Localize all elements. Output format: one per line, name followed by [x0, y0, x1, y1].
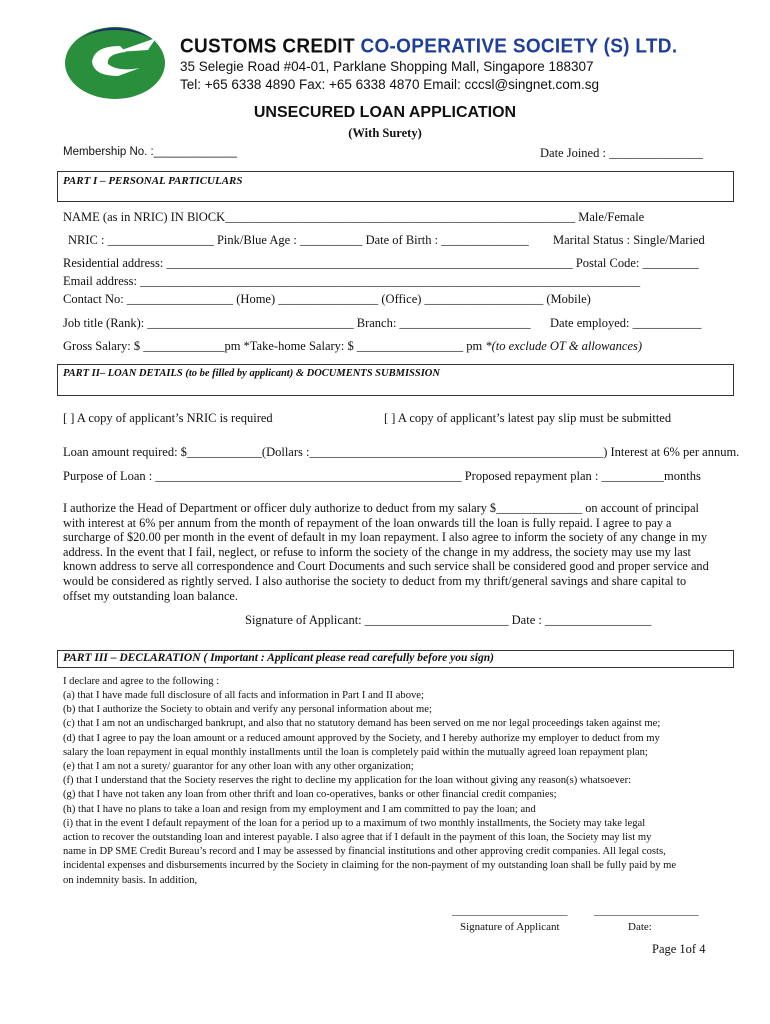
- part2-label: PART II– LOAN DETAILS (to be filled by applicant) & DOCUMENTS SUBMISSION: [63, 368, 440, 379]
- declaration-item: (f) that I understand that the Society reserves the right to decline my application for the loan without giving any reason(s) whatsoever:: [63, 775, 632, 787]
- declaration-item: (h) that I have no plans to take a loan and resign from my employment and I am committed to pay the loan; and: [63, 803, 536, 815]
- part2-header-box: [57, 364, 734, 396]
- declaration-item: incidental expenses and disbursements incurred by the Society in claiming for the non-payment of my outstanding loan shall be fully paid by me: [63, 860, 677, 872]
- declaration-item: (d) that I agree to pay the loan amount or a reduced amount approved by the Society, and I hereby authorize my employer to deduct from my: [63, 732, 660, 744]
- declaration-list: [63, 689, 676, 888]
- declaration-item: (a) that I have made full disclosure of all facts and information in Part I and II above;: [63, 690, 424, 701]
- authorization-paragraph: [63, 501, 713, 603]
- salary-note: *(to exclude OT & allowances): [485, 339, 643, 353]
- authorization-first-line: I authorize the Head of Department or officer duly authorize to deduct from my salary $______________ on account of: [63, 501, 653, 515]
- contact-field[interactable]: Contact No: _________________ (Home) ________________ (Office) ___________________ (Mobile): [63, 292, 591, 306]
- declaration-intro: I declare and agree to the following :: [63, 676, 220, 687]
- date-employed-field[interactable]: Date employed: ___________: [550, 316, 702, 330]
- declaration-item: (b) that I authorize the Society to obtain and verify any personal information about me;: [63, 704, 432, 716]
- declaration-item: name in DP SME Credit Bureau’s record and I may be assessed by financial institutions and other approving credit companies. All legal costs,: [63, 846, 666, 858]
- salary-field[interactable]: [63, 339, 642, 354]
- declaration-item: (g) that I have not taken any loan from other thrift and loan co-operatives, banks or other financial credit companies;: [63, 789, 557, 801]
- declaration-item: (e) that I am not a surety/ guarantor for any other loan with any other organization;: [63, 761, 414, 773]
- payslip-copy-checkbox[interactable]: [ ] A copy of applicant’s latest pay slip must be submitted: [384, 411, 672, 425]
- org-address: 35 Selegie Road #04-01, Parklane Shopping Mall, Singapore 188307: [180, 59, 594, 74]
- org-name: [180, 35, 677, 58]
- job-branch-field[interactable]: Job title (Rank): _________________________________ Branch: _____________________: [63, 316, 531, 330]
- declaration-signature-field[interactable]: _____________________: [452, 905, 568, 917]
- email-field[interactable]: Email address: ________________________________________________________________________________: [63, 274, 641, 288]
- declaration-item: (c) that I am not an undischarged bankrupt, and also that no statutory demand has been served on me nor legal proceedings taken against me;: [63, 718, 661, 730]
- name-field[interactable]: NAME (as in NRIC) IN BlOCK________________________________________________________ Male/Female: [63, 210, 645, 224]
- part1-header-box: [57, 171, 734, 202]
- form-subtitle: (With Surety): [348, 126, 422, 140]
- org-name-secondary: CO-OPERATIVE SOCIETY (S) LTD.: [360, 35, 678, 58]
- membership-no-field[interactable]: Membership No. :_____________: [63, 146, 237, 158]
- page-number: Page 1of 4: [652, 942, 706, 956]
- declaration-item: on indemnity basis. In addition,: [63, 874, 198, 886]
- nric-copy-checkbox[interactable]: [ ] A copy of applicant’s NRIC is required: [63, 411, 273, 425]
- form-title: UNSECURED LOAN APPLICATION: [253, 104, 517, 121]
- declaration-item: (i) that in the event I default repayment of the loan for a period up to a maximum of two monthly installments, the Society may take legal: [63, 817, 646, 829]
- date-joined-field[interactable]: Date Joined : _______________: [540, 146, 703, 160]
- part3-label: PART III – DECLARATION ( Important : Applicant please read carefully before you sign): [63, 652, 494, 664]
- declaration-date-field[interactable]: ___________________: [594, 905, 699, 917]
- salary-text: Gross Salary: $ _____________pm *Take-home Salary: $ _________________ pm: [63, 339, 483, 353]
- purpose-field[interactable]: Purpose of Loan : _________________________________________________ Proposed repayment plan : __________months: [63, 469, 701, 483]
- loan-amount-field[interactable]: Loan amount required: $____________(Dollars :_______________________________________________) Interest at 6% per annum.: [63, 445, 740, 459]
- authorization-body: principal with interest at 6% per annum from the month of repayment of the loan onwards till the loan is fully repaid. I agree to pay a surcharge of $20.00 per month in the event of default in my loan repayment. I also agree to inform the society of any change in my address. In the event that I fail, neglect, or refuse to inform the society of the change in my address, the society may use my last known address to serve all correspondence and Court Documents and such service shall be considered good and proper service and would be considered as rightly served. I also authorise the society to deduct from my thrift/general savings and share capital to offset my outstanding loan balance.: [63, 501, 709, 603]
- declaration-item: salary the loan repayment in equal monthly installments until the loan is completely paid within the mutually agreed loan repayment plan;: [63, 746, 648, 758]
- marital-status-field[interactable]: Marital Status : Single/Maried: [553, 233, 705, 247]
- society-logo: [60, 16, 170, 106]
- date-label: Date:: [628, 921, 652, 933]
- signature-label: Signature of Applicant: [460, 921, 560, 933]
- declaration-item: action to recover the outstanding loan and interest payable. I also agree that if I default in the payment of this loan, the Society may list my: [63, 832, 652, 844]
- part1-label: PART I – PERSONAL PARTICULARS: [63, 175, 243, 187]
- org-contact: Tel: +65 6338 4890 Fax: +65 6338 4870 Email: cccsl@singnet.com.sg: [180, 77, 599, 92]
- org-name-primary: CUSTOMS CREDIT: [180, 35, 355, 58]
- authorization-signature-line[interactable]: Signature of Applicant: _______________________ Date : _________________: [245, 613, 652, 627]
- residential-address-field[interactable]: Residential address: _________________________________________________________________ Postal Code: _________: [63, 256, 699, 270]
- nric-row[interactable]: NRIC : _________________ Pink/Blue Age : __________ Date of Birth : ______________: [68, 233, 529, 247]
- part3-header-box: [57, 650, 734, 668]
